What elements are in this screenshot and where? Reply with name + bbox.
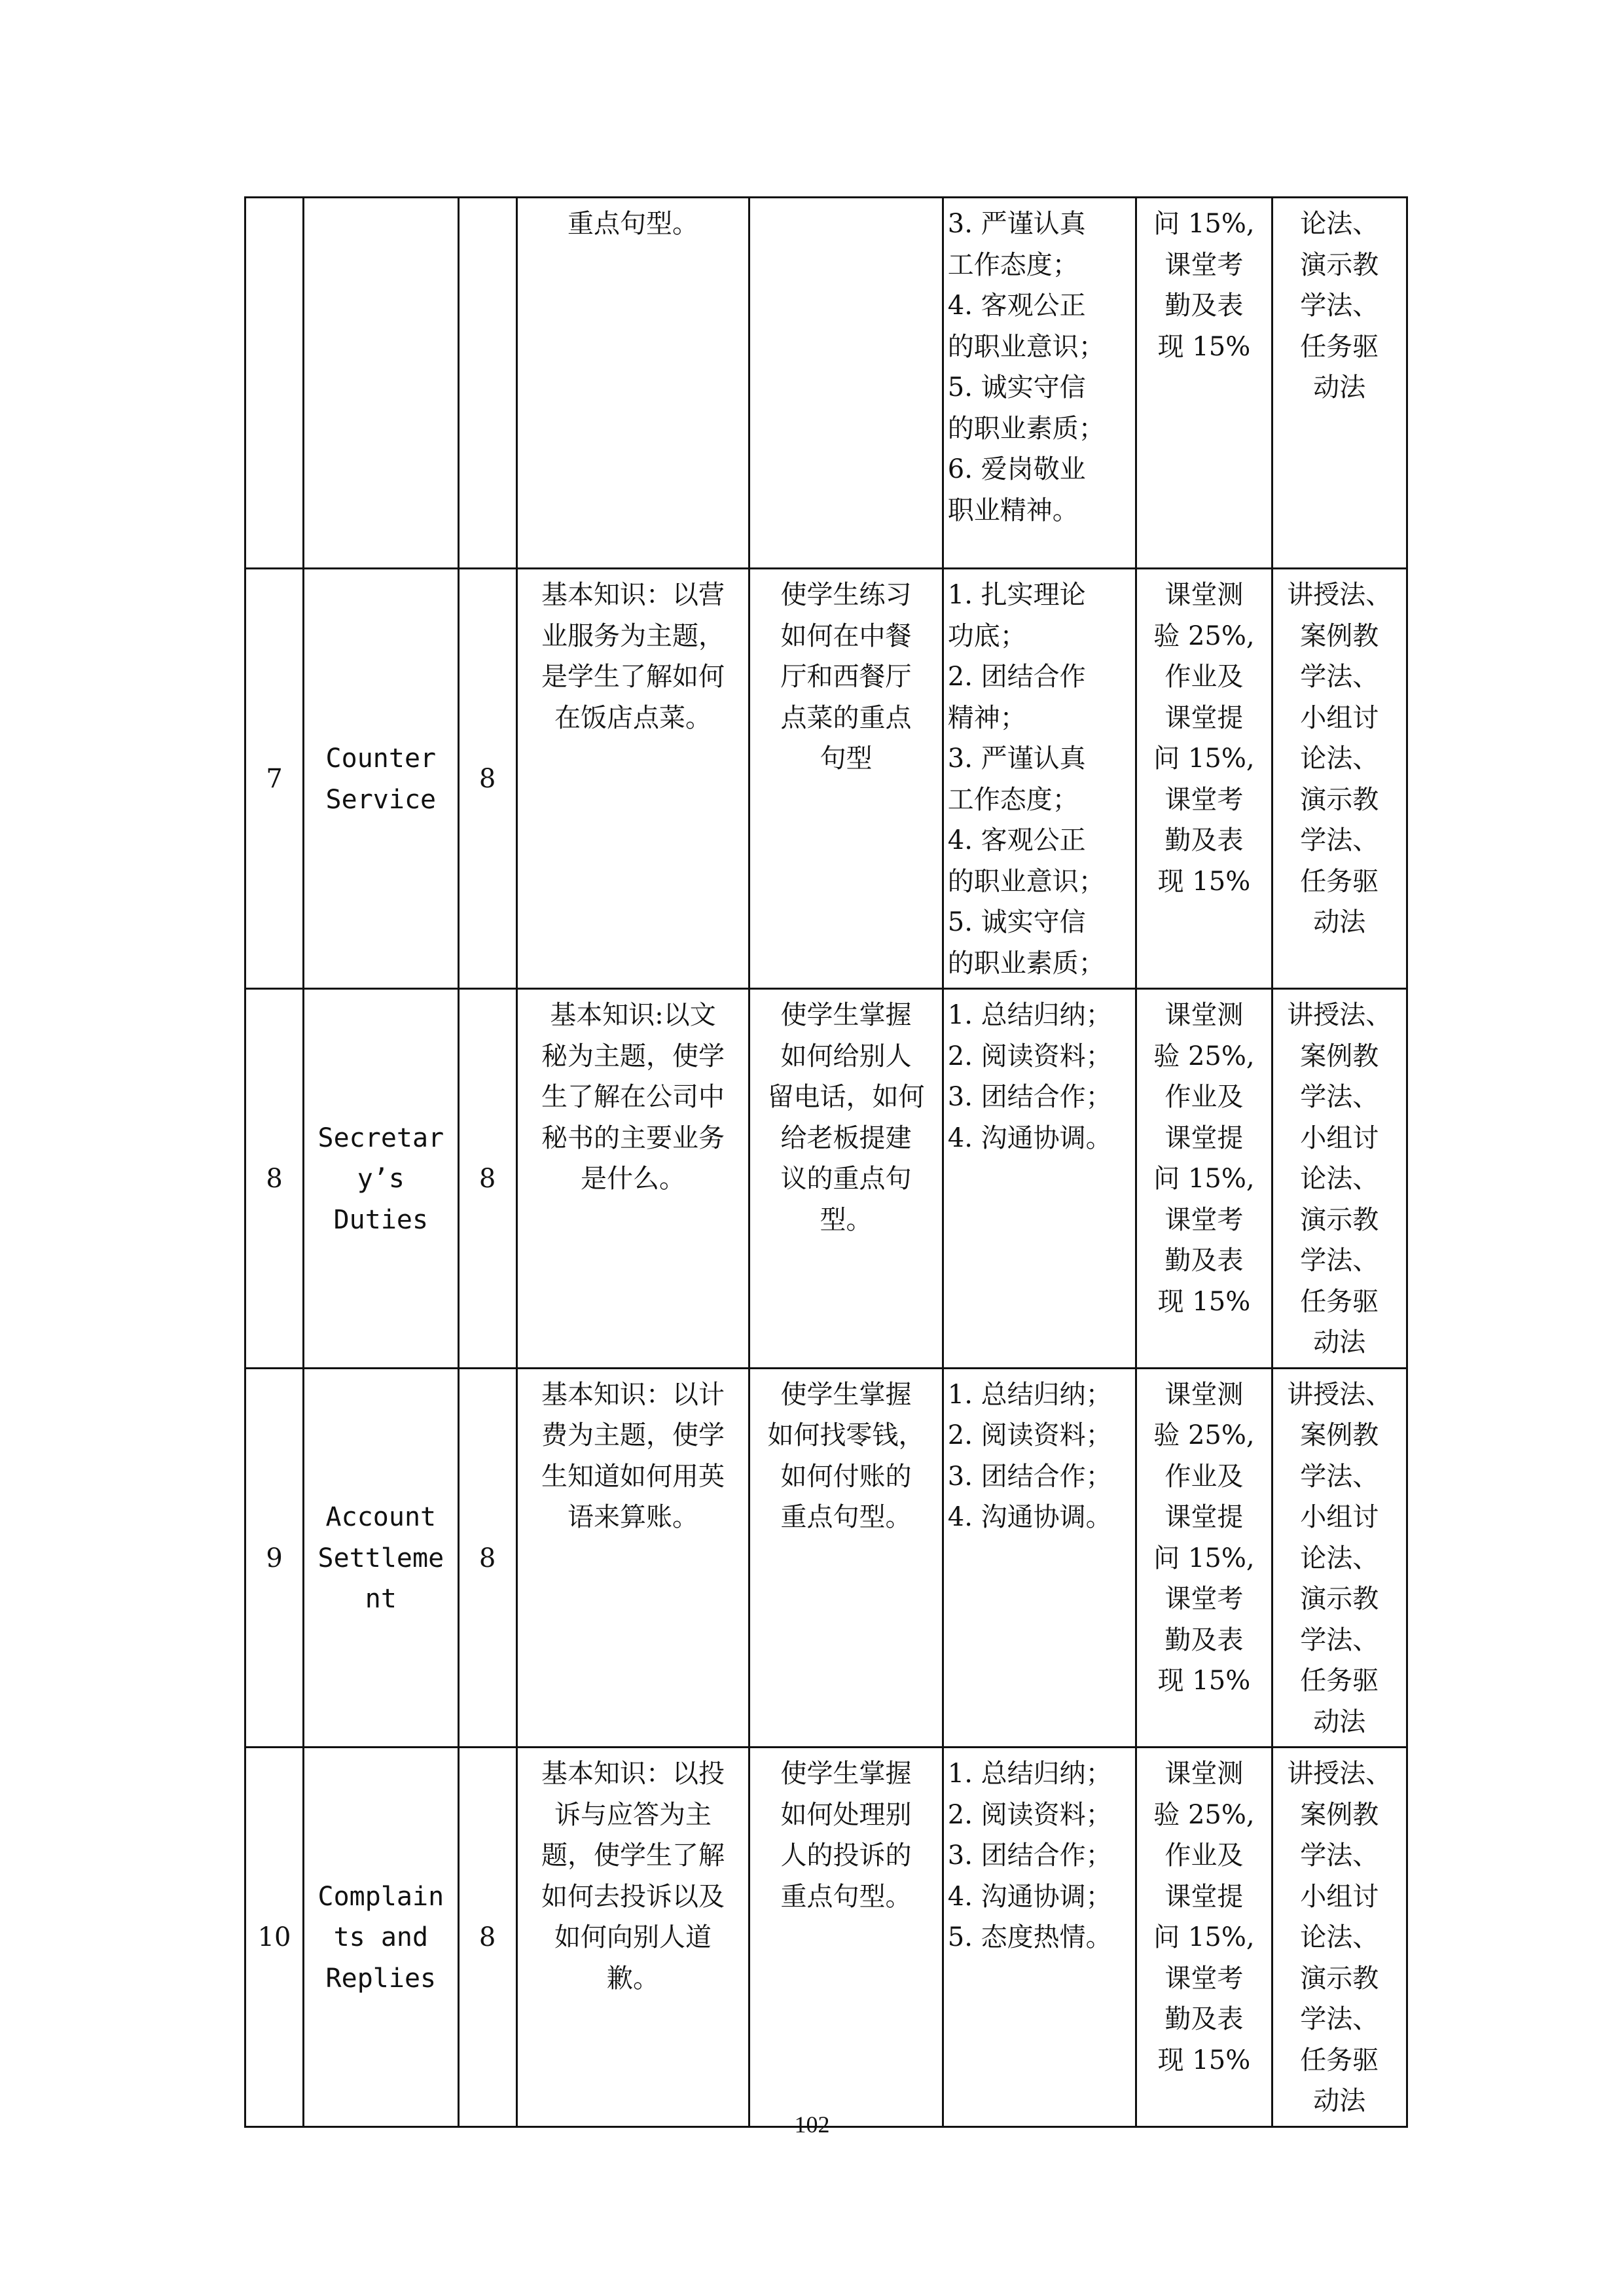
content-line: 在饭店点菜。 (554, 702, 712, 733)
methods-cell (1272, 198, 1407, 569)
content-line: 生了解在公司中 (541, 1082, 725, 1112)
quality-line: 2. 阅读资料； (947, 1420, 1112, 1450)
assessment-line: 课堂考 (1164, 784, 1244, 815)
assessment-line: 课堂提 (1164, 702, 1244, 733)
goal-line: 句型 (820, 744, 873, 774)
goal-cell (749, 1368, 943, 1748)
unit-number-cell: 8 (245, 989, 304, 1369)
quality-line: 的职业意识； (947, 866, 1105, 897)
table-row (245, 569, 1407, 989)
methods-line: 学法、 (1300, 825, 1379, 855)
assessment-line: 课堂考 (1164, 249, 1244, 280)
hours-cell: 8 (458, 1368, 516, 1748)
methods-cell (1272, 569, 1407, 989)
quality-line: 工作态度； (947, 249, 1079, 280)
methods-line: 任务驱 (1300, 331, 1379, 362)
content-line: 基本知识:以文 (550, 1000, 716, 1030)
content-cell (516, 569, 749, 989)
quality-line: 精神； (947, 702, 1026, 733)
methods-line: 演示教 (1300, 784, 1379, 815)
methods-line: 论法、 (1300, 1922, 1379, 1952)
methods-line: 演示教 (1300, 1204, 1379, 1235)
content-line: 是什么。 (580, 1164, 685, 1194)
methods-line: 小组讨 (1300, 1122, 1379, 1153)
assessment-line: 勤及表 (1164, 2004, 1244, 2034)
quality-line: 2. 团结合作 (947, 662, 1086, 692)
content-line: 语来算账。 (567, 1502, 698, 1532)
methods-line: 案例教 (1300, 1041, 1379, 1071)
goal-line: 如何给别人 (780, 1041, 912, 1071)
unit-name-line: nt (365, 1584, 397, 1614)
goal-line: 点菜的重点 (780, 702, 912, 733)
quality-line: 3. 团结合作； (947, 1840, 1112, 1871)
methods-line: 演示教 (1300, 1584, 1379, 1614)
assessment-cell (1136, 1368, 1272, 1748)
quality-line: 4. 客观公正 (947, 825, 1086, 855)
assessment-line: 作业及 (1164, 1082, 1244, 1112)
methods-line: 动法 (1313, 2086, 1366, 2116)
hours-cell: 8 (458, 1748, 516, 2127)
methods-line: 动法 (1313, 372, 1366, 403)
unit-name-line: Settleme (317, 1543, 444, 1573)
assessment-line: 课堂测 (1164, 580, 1244, 610)
unit-number-cell: 10 (245, 1748, 304, 2127)
table-body (245, 198, 1407, 2127)
assessment-line: 作业及 (1164, 1461, 1244, 1492)
unit-name-cell (304, 569, 458, 989)
assessment-line: 现 15% (1157, 866, 1251, 897)
assessment-line: 课堂考 (1164, 1204, 1244, 1235)
methods-line: 任务驱 (1300, 2045, 1379, 2075)
methods-line: 小组讨 (1300, 1881, 1379, 1912)
quality-cell (943, 1748, 1136, 2127)
goal-line: 如何找零钱， (767, 1420, 925, 1450)
quality-cell (943, 989, 1136, 1369)
unit-name-line: Secretar (317, 1122, 444, 1153)
assessment-line: 验 25%, (1153, 1041, 1255, 1071)
methods-line: 小组讨 (1300, 702, 1379, 733)
course-unit-table (244, 196, 1408, 2128)
assessment-line: 问 15%, (1153, 1164, 1255, 1194)
content-line: 生知道如何用英 (541, 1461, 725, 1492)
content-cell (516, 989, 749, 1369)
unit-name-line: Counter (325, 744, 437, 774)
table-row (245, 1748, 1407, 2127)
methods-line: 学法、 (1300, 1082, 1379, 1112)
quality-line: 5. 诚实守信 (947, 907, 1086, 937)
assessment-cell (1136, 989, 1272, 1369)
assessment-line: 课堂提 (1164, 1122, 1244, 1153)
unit-name-line: y’s (357, 1164, 405, 1194)
quality-line: 3. 团结合作； (947, 1082, 1112, 1112)
methods-cell (1272, 989, 1407, 1369)
quality-line: 1. 扎实理论 (947, 580, 1086, 610)
quality-line: 工作态度； (947, 784, 1079, 815)
goal-line: 使学生掌握 (780, 1000, 912, 1030)
content-line: 秘为主题，使学 (541, 1041, 725, 1071)
methods-line: 论法、 (1300, 1164, 1379, 1194)
content-line: 基本知识：以计 (541, 1379, 725, 1410)
methods-line: 讲授法、 (1287, 1759, 1392, 1789)
quality-line: 4. 沟通协调。 (947, 1122, 1112, 1153)
quality-line: 2. 阅读资料； (947, 1041, 1112, 1071)
goal-line: 人的投诉的 (780, 1840, 912, 1871)
assessment-line: 问 15%, (1153, 1922, 1255, 1952)
methods-cell (1272, 1748, 1407, 2127)
content-cell (516, 198, 749, 569)
page-number: 102 (794, 2111, 830, 2138)
assessment-line: 勤及表 (1164, 291, 1244, 321)
assessment-line: 验 25%, (1153, 1420, 1255, 1450)
content-line: 是学生了解如何 (541, 662, 725, 692)
assessment-line: 验 25%, (1153, 1799, 1255, 1830)
content-cell (516, 1368, 749, 1748)
goal-line: 给老板提建 (780, 1122, 912, 1153)
unit-name-line: Duties (333, 1204, 429, 1235)
assessment-line: 课堂测 (1164, 1379, 1244, 1410)
methods-line: 动法 (1313, 1327, 1366, 1357)
goal-line: 如何处理别 (780, 1799, 912, 1830)
quality-line: 3. 团结合作； (947, 1461, 1112, 1492)
methods-line: 学法、 (1300, 1624, 1379, 1655)
goal-line: 议的重点句 (780, 1164, 912, 1194)
quality-line: 4. 客观公正 (947, 291, 1086, 321)
content-cell (516, 1748, 749, 2127)
methods-line: 学法、 (1300, 1461, 1379, 1492)
assessment-line: 现 15% (1157, 1666, 1251, 1696)
unit-name-line: Complain (317, 1881, 444, 1912)
hours-cell: 8 (458, 989, 516, 1369)
unit-name-cell (304, 1748, 458, 2127)
quality-cell (943, 569, 1136, 989)
table-row (245, 1368, 1407, 1748)
goal-line: 厅和西餐厅 (780, 662, 912, 692)
table-row (245, 989, 1407, 1369)
goal-line: 型。 (820, 1204, 873, 1235)
quality-line: 的职业意识； (947, 331, 1105, 362)
unit-name-line: ts and (333, 1922, 429, 1952)
assessment-line: 勤及表 (1164, 825, 1244, 855)
quality-line: 1. 总结归纳； (947, 1379, 1112, 1410)
assessment-line: 课堂测 (1164, 1759, 1244, 1789)
goal-cell (749, 1748, 943, 2127)
methods-line: 论法、 (1300, 209, 1379, 239)
methods-line: 学法、 (1300, 1840, 1379, 1871)
quality-line: 3. 严谨认真 (947, 744, 1086, 774)
assessment-line: 现 15% (1157, 331, 1251, 362)
quality-line: 5. 态度热情。 (947, 1922, 1112, 1952)
methods-line: 任务驱 (1300, 1286, 1379, 1317)
content-line: 业服务为主题， (541, 620, 725, 651)
assessment-line: 问 15%, (1153, 209, 1255, 239)
quality-cell (943, 198, 1136, 569)
methods-line: 任务驱 (1300, 1666, 1379, 1696)
unit-name-line: Account (325, 1502, 437, 1532)
assessment-cell (1136, 198, 1272, 569)
assessment-line: 现 15% (1157, 2045, 1251, 2075)
methods-line: 案例教 (1300, 1420, 1379, 1450)
goal-line: 如何在中餐 (780, 620, 912, 651)
assessment-line: 课堂考 (1164, 1584, 1244, 1614)
quality-line: 3. 严谨认真 (947, 209, 1086, 239)
methods-line: 学法、 (1300, 662, 1379, 692)
methods-line: 演示教 (1300, 1963, 1379, 1994)
assessment-line: 勤及表 (1164, 1246, 1244, 1276)
assessment-line: 勤及表 (1164, 1624, 1244, 1655)
methods-line: 讲授法、 (1287, 1379, 1392, 1410)
content-line: 诉与应答为主 (554, 1799, 712, 1830)
methods-line: 案例教 (1300, 1799, 1379, 1830)
methods-line: 小组讨 (1300, 1502, 1379, 1532)
assessment-line: 课堂考 (1164, 1963, 1244, 1994)
goal-line: 留电话，如何 (767, 1082, 925, 1112)
assessment-line: 课堂提 (1164, 1881, 1244, 1912)
methods-line: 动法 (1313, 907, 1366, 937)
unit-name-line: Service (325, 784, 437, 815)
unit-name-line: Replies (325, 1963, 437, 1994)
quality-line: 2. 阅读资料； (947, 1799, 1112, 1830)
content-line: 重点句型。 (567, 209, 698, 239)
goal-cell (749, 989, 943, 1369)
assessment-line: 问 15%, (1153, 744, 1255, 774)
methods-line: 讲授法、 (1287, 580, 1392, 610)
unit-number-cell: 9 (245, 1368, 304, 1748)
table-row (245, 198, 1407, 569)
assessment-line: 验 25%, (1153, 620, 1255, 651)
methods-line: 案例教 (1300, 620, 1379, 651)
assessment-line: 问 15%, (1153, 1543, 1255, 1573)
quality-line: 1. 总结归纳； (947, 1759, 1112, 1789)
methods-line: 学法、 (1300, 2004, 1379, 2034)
quality-line: 4. 沟通协调。 (947, 1502, 1112, 1532)
content-line: 题，使学生了解 (541, 1840, 725, 1871)
methods-line: 任务驱 (1300, 866, 1379, 897)
methods-line: 讲授法、 (1287, 1000, 1392, 1030)
goal-cell (749, 569, 943, 989)
goal-line: 重点句型。 (780, 1502, 912, 1532)
assessment-line: 现 15% (1157, 1286, 1251, 1317)
assessment-cell (1136, 569, 1272, 989)
quality-line: 的职业素质； (947, 413, 1105, 444)
unit-number-cell (245, 198, 304, 569)
unit-name-cell (304, 1368, 458, 1748)
assessment-line: 课堂提 (1164, 1502, 1244, 1532)
quality-line: 4. 沟通协调； (947, 1881, 1112, 1912)
methods-line: 演示教 (1300, 249, 1379, 280)
quality-line: 1. 总结归纳； (947, 1000, 1112, 1030)
content-line: 秘书的主要业务 (541, 1122, 725, 1153)
methods-line: 学法、 (1300, 291, 1379, 321)
unit-name-cell (304, 198, 458, 569)
unit-name-cell (304, 989, 458, 1369)
assessment-cell (1136, 1748, 1272, 2127)
assessment-line: 课堂测 (1164, 1000, 1244, 1030)
quality-line: 职业精神。 (947, 495, 1079, 526)
goal-cell (749, 198, 943, 569)
content-line: 如何向别人道 (554, 1922, 712, 1952)
assessment-line: 作业及 (1164, 1840, 1244, 1871)
hours-cell (458, 198, 516, 569)
goal-line: 重点句型。 (780, 1881, 912, 1912)
content-line: 基本知识：以投 (541, 1759, 725, 1789)
unit-number-cell: 7 (245, 569, 304, 989)
content-line: 基本知识：以营 (541, 580, 725, 610)
content-line: 费为主题，使学 (541, 1420, 725, 1450)
quality-cell (943, 1368, 1136, 1748)
content-line: 如何去投诉以及 (541, 1881, 725, 1912)
methods-cell (1272, 1368, 1407, 1748)
goal-line: 使学生掌握 (780, 1759, 912, 1789)
quality-line: 5. 诚实守信 (947, 372, 1086, 403)
methods-line: 论法、 (1300, 1543, 1379, 1573)
content-line: 歉。 (606, 1963, 659, 1994)
quality-line: 6. 爱岗敬业 (947, 454, 1086, 484)
goal-line: 使学生掌握 (780, 1379, 912, 1410)
quality-line: 的职业素质； (947, 948, 1105, 978)
methods-line: 学法、 (1300, 1246, 1379, 1276)
goal-line: 如何付账的 (780, 1461, 912, 1492)
assessment-line: 作业及 (1164, 662, 1244, 692)
methods-line: 动法 (1313, 1706, 1366, 1737)
quality-line: 功底； (947, 620, 1026, 651)
methods-line: 论法、 (1300, 744, 1379, 774)
goal-line: 使学生练习 (780, 580, 912, 610)
hours-cell: 8 (458, 569, 516, 989)
